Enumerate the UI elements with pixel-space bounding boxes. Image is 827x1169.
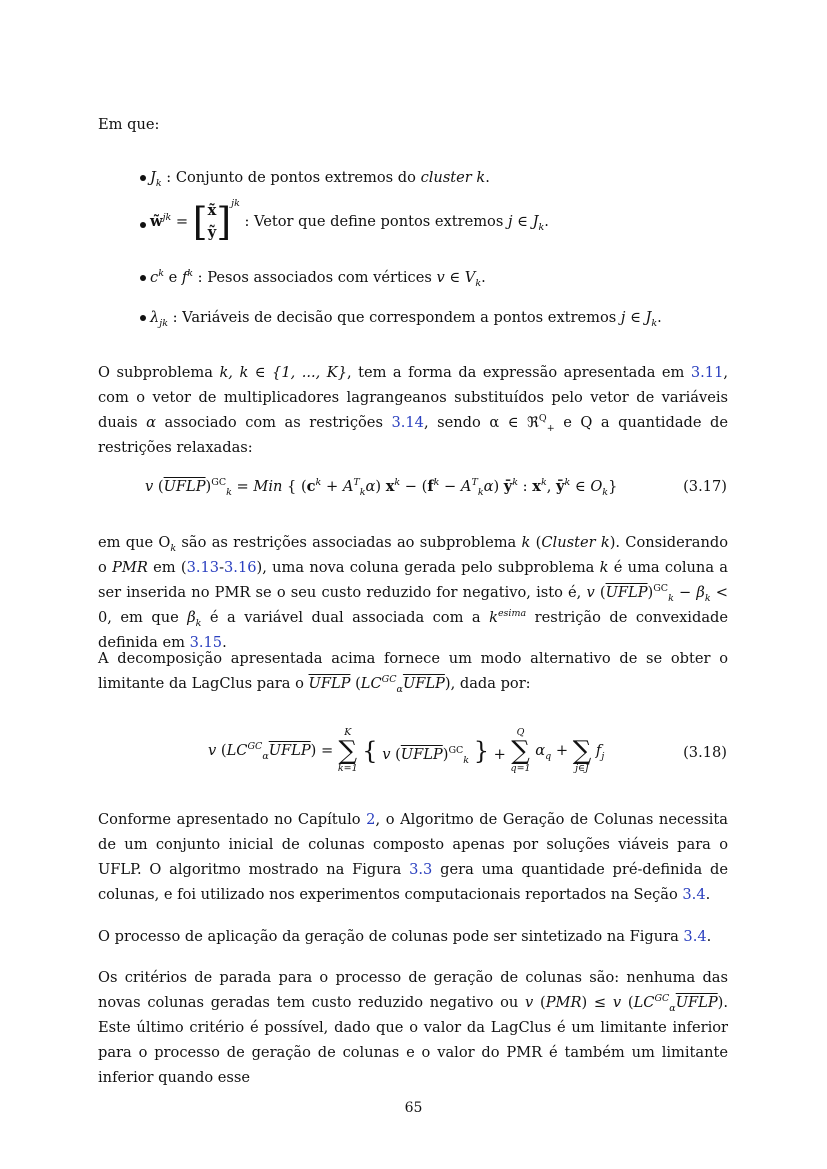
ref-link[interactable]: 3.11 — [690, 364, 724, 381]
list-item-lambda: $\lambda_{jk}$ : Variáveis de decisão que correspondem a pontos extremos j ∈ $J_k$. — [150, 308, 662, 328]
bullet-icon — [140, 222, 146, 228]
intro-text: Em que: — [98, 116, 160, 133]
paragraph-subproblem: O subproblema k, k ∈ {1, ..., K}, tem a forma da expressão apresentada em 3.11, com o vetor de multiplicadores lagrangeanos substituídos pelo vetor de variáveis duais α associado com as restrições 3.14, sendo α ∈ ℜ$^Q_+$ e Q a quantidade de restrições relaxadas: — [98, 364, 729, 456]
page-number: 65 — [404, 1100, 423, 1116]
ref-link[interactable]: 3.13 — [186, 559, 220, 576]
ref-link[interactable]: 3.4 — [682, 886, 706, 903]
sum-symbol: Q ∑ q=1 — [510, 727, 531, 774]
equation-number: (3.18) — [683, 744, 727, 761]
bullet-icon — [140, 275, 146, 281]
ref-link[interactable]: 3.14 — [391, 414, 424, 431]
paragraph-process: O processo de aplicação da geração de colunas pode ser sintetizado na Figura 3.4. — [98, 928, 712, 945]
ref-link[interactable]: 3.15 — [189, 634, 223, 651]
paragraph-decomposition: A decomposição apresentada acima fornece um modo alternativo de se obter o limitante da LagClus para o UFLP $(LC^{GC}_\alpha UFLP)$, dada por: — [98, 650, 728, 695]
list-item-jk: $J_k$ : Conjunto de pontos extremos do cluster k. — [150, 168, 490, 188]
equation-number: (3.17) — [683, 478, 727, 495]
sum-symbol: K ∑ k=1 — [337, 727, 358, 774]
paragraph-algorithm: Conforme apresentado no Capítulo 2, o Algoritmo de Geração de Colunas necessita de um conjunto inicial de colunas composto apenas por soluções viáveis para o UFLP. O algoritmo mostrado na Figura 3.3 gera uma quantidade pré-definida de colunas, e foi utilizado nos experimentos computacionais reportados na Seção 3.4. — [98, 811, 728, 903]
ref-link[interactable]: 3.4 — [683, 928, 707, 945]
paragraph-reduced-cost: em que $O_k$ são as restrições associadas ao subproblema k (Cluster k). Considerando o PMR em (3.13-3.16), uma nova coluna gerada pelo subproblema k é uma coluna a ser inserida no PMR se o seu custo reduzido for negativo, isto é, v (UFLP)$^{GC}_k$ − $\beta_k < 0$, em que $\beta_k$ é a variável dual associada com a $k^{esima}$ restrição de convexidade definida em 3.15. — [98, 534, 728, 651]
ref-link[interactable]: 3.3 — [409, 861, 433, 878]
ref-link[interactable]: 3.16 — [224, 559, 257, 576]
list-item-w: w̃$^{jk}$ = [x̃ ỹ]$^{jk}$ : Vetor que define pontos extremos j ∈ $J_k$. — [150, 200, 549, 244]
ref-link[interactable]: 2 — [366, 811, 376, 828]
paragraph-stopping-criteria: Os critérios de parada para o processo de geração de colunas são: nenhuma das novas colunas geradas tem custo reduzido negativo ou v (PMR) ≤ v $(LC^{GC}_\alpha UFLP)$. Este último critério é possível, dado que o valor da LagClus é um limitante inferior para o processo de geração de colunas e o valor do PMR é também um limitante inferior quando esse — [98, 969, 728, 1086]
bullet-icon — [140, 175, 146, 181]
list-item-cf: $c^k$ e $f^k$ : Pesos associados com vértices v ∈ $V_k$. — [150, 268, 486, 288]
sum-symbol: ∑ j∈J — [572, 735, 592, 774]
bullet-icon — [140, 315, 146, 321]
vector-matrix: x̃ ỹ — [207, 202, 217, 241]
